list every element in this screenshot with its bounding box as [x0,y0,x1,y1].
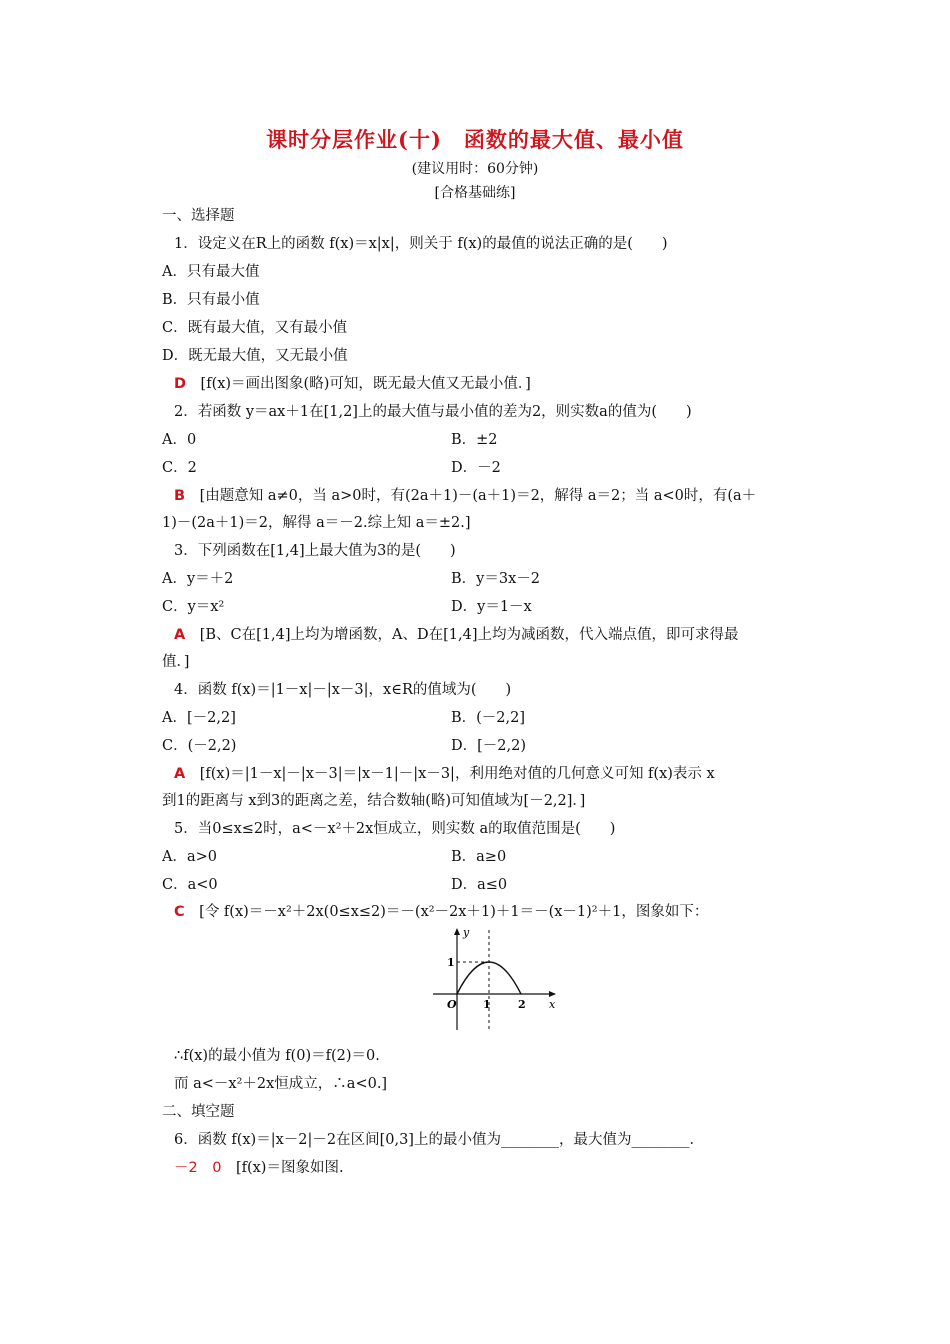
parabola-figure [425,922,561,1034]
y-axis-arrow [454,928,460,935]
q3-stem: 3．下列函数在[1,4]上最大值为3的是( ) [174,543,456,559]
q4-option-c: C．(－2,2) [162,738,237,754]
q1-option-c: C．既有最大值，又有最小值 [162,320,348,336]
q3-explanation [174,625,738,645]
y-axis-label: y [463,926,470,939]
time-note: (建议用时：60分钟) [411,161,539,177]
q6-stem: 6．函数 f(x)＝|x－2|－2在区间[0,3]上的最小值为________，最大值为________． [174,1132,704,1148]
q5-explanation-text: [令 f(x)＝－x²＋2x(0≤x≤2)＝－(x²－2x＋1)＋1＝－(x－1)²＋1，图象如下： [199,904,709,920]
q2-explanation-text-1: [由题意知 a≠0，当 a>0时，有(2a＋1)－(a＋1)＝2，解得 a＝2；当 a<0时，有(a＋ [199,488,757,504]
q3-option-a: A．y＝＋2 [162,571,234,587]
x-tick-label-1: 1 [483,998,491,1011]
q4-explanation-text-1: [f(x)＝|1－x|－|x－3|＝|x－1|－|x－3|，利用绝对值的几何意义可知 f(x)表示 x [199,766,715,782]
q3-option-d: D．y＝1－x [451,599,532,615]
y-tick-label-1: 1 [447,956,455,969]
q4-explanation-text-2: 到1的距离与 x到3的距离之差，结合数轴(略)可知值域为[－2,2]．] [162,793,586,809]
q3-option-b: B．y＝3x－2 [451,571,540,587]
q1-option-b: B．只有最小值 [162,292,260,308]
q1-explanation-text: [f(x)＝画出图象(略)可知，既无最大值又无最小值．] [200,376,531,392]
q2-answer: B [174,488,186,504]
q2-option-b: B．±2 [451,432,498,448]
level-label: [合格基础练] [434,185,516,201]
q5-conclusion-2: 而 a<－x²＋2x恒成立，∴a<0.] [174,1076,388,1092]
section-fill-heading: 二、填空题 [162,1104,235,1120]
origin-label: O [447,998,457,1011]
q2-stem: 2．若函数 y＝ax＋1在[1,2]上的最大值与最小值的差为2，则实数a的值为( ) [174,404,692,420]
q3-answer: A [174,627,186,643]
q4-option-a: A．[－2,2] [162,710,236,726]
q6-explanation [174,1158,344,1178]
q2-explanation [174,486,756,506]
section-choice-heading: 一、选择题 [162,208,235,224]
q2-option-d: D．－2 [451,460,501,476]
q2-explanation-text-2: 1)－(2a＋1)＝2，解得 a＝－2.综上知 a＝±2.] [162,515,471,531]
q6-explanation-text: [f(x)＝图象如图. [235,1160,344,1176]
q4-explanation [174,764,715,784]
q1-explanation [174,374,531,394]
page-title: 课时分层作业(十) 函数的最大值、最小值 [266,127,684,152]
x-tick-label-2: 2 [518,998,526,1011]
q2-option-a: A．0 [162,432,197,448]
q6-answer: －2 0 [174,1160,222,1176]
q1-option-a: A．只有最大值 [162,264,260,280]
q5-option-d: D．a≤0 [451,877,508,893]
q3-explanation-text-2: 值．] [162,654,190,670]
q1-answer: D [174,376,187,392]
x-axis-label: x [549,998,556,1011]
q5-option-b: B．a≥0 [451,849,507,865]
q5-conclusion-1: ∴f(x)的最小值为 f(0)＝f(2)＝0. [174,1048,380,1064]
q5-answer: C [174,904,185,920]
q4-stem: 4．函数 f(x)＝|1－x|－|x－3|，x∈R的值域为( ) [174,682,512,698]
q5-explanation [174,902,708,922]
q5-stem: 5．当0≤x≤2时，a<－x²＋2x恒成立，则实数 a的取值范围是( ) [174,821,616,837]
x-axis-arrow [549,991,556,997]
q4-option-d: D．[－2,2) [451,738,526,754]
q5-option-a: A．a>0 [162,849,217,865]
q3-option-c: C．y＝x² [162,599,225,615]
q1-option-d: D．既无最大值，又无最小值 [162,348,348,364]
q5-option-c: C．a<0 [162,877,218,893]
q4-option-b: B．(－2,2] [451,710,526,726]
q3-explanation-text-1: [B、C在[1,4]上均为增函数，A、D在[1,4]上均为减函数，代入端点值，即可求得最 [199,627,739,643]
q4-answer: A [174,766,186,782]
q2-option-c: C．2 [162,460,197,476]
q1-stem: 1．设定义在R上的函数 f(x)＝x|x|，则关于 f(x)的最值的说法正确的是( ) [174,236,668,252]
